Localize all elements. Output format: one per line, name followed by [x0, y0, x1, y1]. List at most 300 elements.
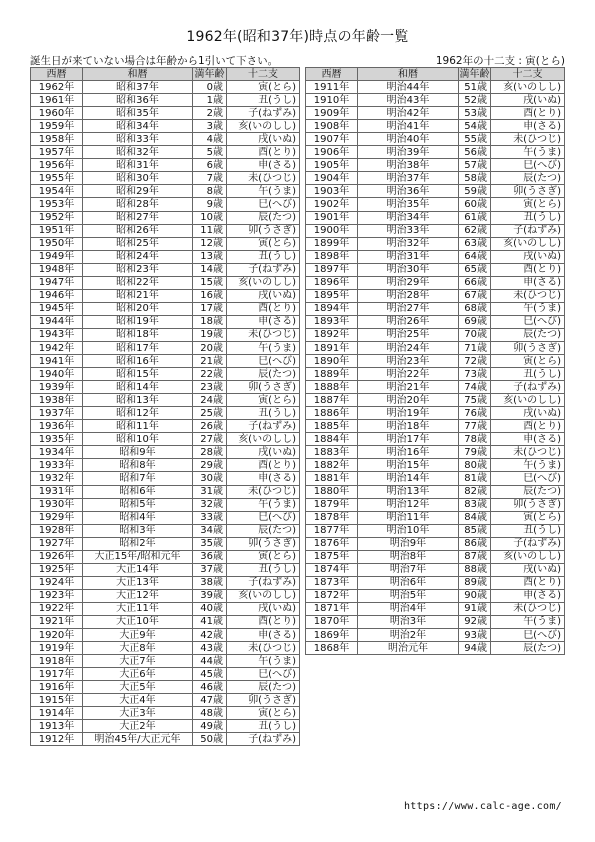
zodiac-cell: 卯(うさぎ) [227, 537, 300, 550]
western-year-cell: 1929年 [31, 511, 83, 524]
western-year-cell: 1880年 [306, 485, 358, 498]
zodiac-cell: 子(ねずみ) [227, 107, 300, 120]
western-year-cell: 1928年 [31, 524, 83, 537]
table-row [31, 120, 300, 133]
age-cell: 91歳 [459, 602, 491, 615]
zodiac-cell: 戌(いぬ) [491, 407, 565, 420]
age-cell: 1歳 [193, 94, 227, 107]
table-row [31, 681, 300, 694]
western-year-cell: 1953年 [31, 198, 83, 211]
table-row [306, 550, 565, 563]
age-cell: 8歳 [193, 185, 227, 198]
zodiac-cell: 丑(うし) [227, 94, 300, 107]
japanese-era-cell: 大正8年 [83, 642, 193, 655]
age-cell: 62歳 [459, 224, 491, 237]
zodiac-cell: 寅(とら) [227, 707, 300, 720]
zodiac-cell: 寅(とら) [227, 550, 300, 563]
age-cell: 83歳 [459, 498, 491, 511]
japanese-era-cell: 明治33年 [358, 224, 459, 237]
age-cell: 9歳 [193, 198, 227, 211]
table-row [31, 133, 300, 146]
zodiac-cell: 午(うま) [227, 498, 300, 511]
zodiac-cell: 丑(うし) [227, 720, 300, 733]
table-row [306, 472, 565, 485]
age-cell: 76歳 [459, 407, 491, 420]
western-year-cell: 1902年 [306, 198, 358, 211]
table-row [31, 537, 300, 550]
age-cell: 24歳 [193, 394, 227, 407]
zodiac-cell: 子(ねずみ) [227, 420, 300, 433]
western-year-cell: 1893年 [306, 315, 358, 328]
table-row [306, 394, 565, 407]
western-year-cell: 1930年 [31, 498, 83, 511]
western-year-cell: 1890年 [306, 355, 358, 368]
western-year-cell: 1913年 [31, 720, 83, 733]
japanese-era-cell: 明治3年 [358, 615, 459, 628]
western-year-cell: 1944年 [31, 315, 83, 328]
age-cell: 65歳 [459, 263, 491, 276]
zodiac-cell: 巳(へび) [491, 629, 565, 642]
japanese-era-cell: 昭和34年 [83, 120, 193, 133]
age-cell: 3歳 [193, 120, 227, 133]
age-cell: 48歳 [193, 707, 227, 720]
japanese-era-cell: 昭和35年 [83, 107, 193, 120]
japanese-era-cell: 昭和26年 [83, 224, 193, 237]
table-row [31, 733, 300, 746]
zodiac-cell: 亥(いのしし) [491, 394, 565, 407]
japanese-era-cell: 昭和17年 [83, 341, 193, 354]
header-zodiac: 十二支 [227, 68, 300, 81]
age-cell: 11歳 [193, 224, 227, 237]
zodiac-cell: 亥(いのしし) [227, 276, 300, 289]
zodiac-cell: 辰(たつ) [227, 211, 300, 224]
japanese-era-cell: 明治5年 [358, 589, 459, 602]
zodiac-cell: 卯(うさぎ) [491, 498, 565, 511]
japanese-era-cell: 昭和37年 [83, 81, 193, 94]
western-year-cell: 1884年 [306, 433, 358, 446]
table-row [31, 629, 300, 642]
zodiac-cell: 子(ねずみ) [227, 263, 300, 276]
age-cell: 19歳 [193, 328, 227, 341]
zodiac-cell: 辰(たつ) [491, 485, 565, 498]
zodiac-cell: 辰(たつ) [227, 368, 300, 381]
western-year-cell: 1945年 [31, 302, 83, 315]
western-year-cell: 1927年 [31, 537, 83, 550]
age-cell: 22歳 [193, 368, 227, 381]
table-row [306, 446, 565, 459]
table-row [31, 433, 300, 446]
age-table-left [30, 67, 300, 746]
table-header-row [31, 68, 300, 81]
table-row [306, 381, 565, 394]
header-age: 満年齢 [194, 68, 225, 80]
zodiac-cell: 丑(うし) [227, 407, 300, 420]
zodiac-cell: 寅(とら) [227, 81, 300, 94]
age-cell: 94歳 [459, 642, 491, 655]
japanese-era-cell: 昭和28年 [83, 198, 193, 211]
zodiac-cell: 丑(うし) [491, 368, 565, 381]
age-cell: 47歳 [193, 694, 227, 707]
japanese-era-cell: 明治20年 [358, 394, 459, 407]
age-cell: 63歳 [459, 237, 491, 250]
page-title: 1962年(昭和37年)時点の年齢一覧 [186, 29, 409, 45]
table-row [306, 172, 565, 185]
age-cell: 75歳 [459, 394, 491, 407]
zodiac-cell: 寅(とら) [491, 511, 565, 524]
western-year-cell: 1920年 [31, 629, 83, 642]
table-row [31, 589, 300, 602]
zodiac-cell: 子(ねずみ) [491, 224, 565, 237]
western-year-cell: 1939年 [31, 381, 83, 394]
japanese-era-cell: 大正14年 [83, 563, 193, 576]
zodiac-cell: 子(ねずみ) [491, 537, 565, 550]
western-year-cell: 1870年 [306, 615, 358, 628]
age-cell: 39歳 [193, 589, 227, 602]
western-year-cell: 1951年 [31, 224, 83, 237]
zodiac-cell: 戌(いぬ) [491, 250, 565, 263]
western-year-cell: 1905年 [306, 159, 358, 172]
western-year-cell: 1959年 [31, 120, 83, 133]
western-year-cell: 1936年 [31, 420, 83, 433]
zodiac-cell: 未(ひつじ) [491, 289, 565, 302]
japanese-era-cell: 大正6年 [83, 668, 193, 681]
age-cell: 40歳 [193, 602, 227, 615]
table-row [31, 341, 300, 354]
zodiac-cell: 卯(うさぎ) [227, 694, 300, 707]
western-year-cell: 1926年 [31, 550, 83, 563]
age-cell: 92歳 [459, 615, 491, 628]
western-year-cell: 1921年 [31, 615, 83, 628]
table-row [31, 315, 300, 328]
japanese-era-cell: 明治23年 [358, 355, 459, 368]
western-year-cell: 1906年 [306, 146, 358, 159]
table-row [31, 694, 300, 707]
table-row [31, 289, 300, 302]
japanese-era-cell: 明治7年 [358, 563, 459, 576]
age-cell: 44歳 [193, 655, 227, 668]
western-year-cell: 1881年 [306, 472, 358, 485]
age-cell: 49歳 [193, 720, 227, 733]
table-row [306, 315, 565, 328]
zodiac-cell: 辰(たつ) [491, 328, 565, 341]
zodiac-cell: 戌(いぬ) [227, 446, 300, 459]
japanese-era-cell: 昭和10年 [83, 433, 193, 446]
table-row [31, 224, 300, 237]
zodiac-cell: 丑(うし) [227, 250, 300, 263]
western-year-cell: 1883年 [306, 446, 358, 459]
japanese-era-cell: 大正4年 [83, 694, 193, 707]
japanese-era-cell: 明治19年 [358, 407, 459, 420]
japanese-era-cell: 明治元年 [358, 642, 459, 655]
zodiac-cell: 酉(とり) [227, 459, 300, 472]
header-western-year: 西暦 [31, 68, 83, 81]
age-cell: 14歳 [193, 263, 227, 276]
japanese-era-cell: 明治8年 [358, 550, 459, 563]
table-row [306, 146, 565, 159]
western-year-cell: 1878年 [306, 511, 358, 524]
table-row [306, 433, 565, 446]
age-table-right [305, 67, 565, 655]
zodiac-cell: 午(うま) [227, 185, 300, 198]
zodiac-cell: 亥(いのしし) [227, 120, 300, 133]
zodiac-cell: 丑(うし) [227, 563, 300, 576]
japanese-era-cell: 明治36年 [358, 185, 459, 198]
table-row [31, 237, 300, 250]
japanese-era-cell: 昭和24年 [83, 250, 193, 263]
age-cell: 67歳 [459, 289, 491, 302]
western-year-cell: 1923年 [31, 589, 83, 602]
age-cell: 7歳 [193, 172, 227, 185]
age-cell: 25歳 [193, 407, 227, 420]
western-year-cell: 1938年 [31, 394, 83, 407]
table-row [306, 224, 565, 237]
zodiac-cell: 亥(いのしし) [491, 237, 565, 250]
western-year-cell: 1947年 [31, 276, 83, 289]
zodiac-cell: 酉(とり) [491, 263, 565, 276]
age-cell: 13歳 [193, 250, 227, 263]
age-cell: 72歳 [459, 355, 491, 368]
age-cell: 5歳 [193, 146, 227, 159]
japanese-era-cell: 明治43年 [358, 94, 459, 107]
table-row [31, 263, 300, 276]
zodiac-cell: 戌(いぬ) [227, 133, 300, 146]
japanese-era-cell: 明治44年 [358, 81, 459, 94]
western-year-cell: 1869年 [306, 629, 358, 642]
western-year-cell: 1888年 [306, 381, 358, 394]
age-cell: 35歳 [193, 537, 227, 550]
age-cell: 58歳 [459, 172, 491, 185]
age-cell: 27歳 [193, 433, 227, 446]
western-year-cell: 1918年 [31, 655, 83, 668]
japanese-era-cell: 大正11年 [83, 602, 193, 615]
table-row [31, 198, 300, 211]
japanese-era-cell: 昭和18年 [83, 328, 193, 341]
zodiac-cell: 申(さる) [227, 159, 300, 172]
japanese-era-cell: 明治6年 [358, 576, 459, 589]
western-year-cell: 1876年 [306, 537, 358, 550]
zodiac-cell: 亥(いのしし) [227, 433, 300, 446]
japanese-era-cell: 昭和23年 [83, 263, 193, 276]
age-cell: 64歳 [459, 250, 491, 263]
age-cell: 57歳 [459, 159, 491, 172]
table-row [306, 563, 565, 576]
table-row [31, 642, 300, 655]
age-cell: 77歳 [459, 420, 491, 433]
japanese-era-cell: 明治30年 [358, 263, 459, 276]
age-cell: 88歳 [459, 563, 491, 576]
age-cell: 31歳 [193, 485, 227, 498]
western-year-cell: 1948年 [31, 263, 83, 276]
zodiac-cell: 子(ねずみ) [227, 576, 300, 589]
age-cell: 85歳 [459, 524, 491, 537]
japanese-era-cell: 明治37年 [358, 172, 459, 185]
western-year-cell: 1957年 [31, 146, 83, 159]
zodiac-cell: 申(さる) [491, 589, 565, 602]
table-row [31, 94, 300, 107]
western-year-cell: 1900年 [306, 224, 358, 237]
age-cell: 2歳 [193, 107, 227, 120]
japanese-era-cell: 明治21年 [358, 381, 459, 394]
japanese-era-cell: 明治13年 [358, 485, 459, 498]
western-year-cell: 1898年 [306, 250, 358, 263]
table-row [306, 250, 565, 263]
age-cell: 56歳 [459, 146, 491, 159]
zodiac-cell: 丑(うし) [491, 211, 565, 224]
western-year-cell: 1891年 [306, 341, 358, 354]
age-cell: 16歳 [193, 289, 227, 302]
age-cell: 78歳 [459, 433, 491, 446]
table-row [31, 407, 300, 420]
table-row [306, 615, 565, 628]
western-year-cell: 1904年 [306, 172, 358, 185]
age-cell: 87歳 [459, 550, 491, 563]
western-year-cell: 1933年 [31, 459, 83, 472]
japanese-era-cell: 明治45年/大正元年 [83, 733, 193, 746]
table-row [31, 485, 300, 498]
header-western-year: 西暦 [306, 68, 358, 81]
age-cell: 69歳 [459, 315, 491, 328]
table-row [306, 328, 565, 341]
table-row [306, 498, 565, 511]
western-year-cell: 1899年 [306, 237, 358, 250]
zodiac-cell: 亥(いのしし) [491, 81, 565, 94]
zodiac-cell: 未(ひつじ) [227, 172, 300, 185]
western-year-cell: 1934年 [31, 446, 83, 459]
age-cell: 12歳 [193, 237, 227, 250]
age-table-left-body [31, 81, 300, 746]
age-cell: 4歳 [193, 133, 227, 146]
table-row [31, 602, 300, 615]
age-cell: 61歳 [459, 211, 491, 224]
birthday-note: 誕生日が来ていない場合は年齢から1引いて下さい。 [30, 55, 279, 67]
table-row [306, 642, 565, 655]
japanese-era-cell: 昭和7年 [83, 472, 193, 485]
age-cell: 32歳 [193, 498, 227, 511]
zodiac-cell: 卯(うさぎ) [227, 224, 300, 237]
japanese-era-cell: 大正12年 [83, 589, 193, 602]
table-row [306, 107, 565, 120]
table-row [31, 446, 300, 459]
western-year-cell: 1954年 [31, 185, 83, 198]
japanese-era-cell: 昭和13年 [83, 394, 193, 407]
age-cell: 45歳 [193, 668, 227, 681]
western-year-cell: 1960年 [31, 107, 83, 120]
table-row [31, 420, 300, 433]
table-row [306, 289, 565, 302]
zodiac-cell: 巳(へび) [227, 511, 300, 524]
age-cell: 29歳 [193, 459, 227, 472]
table-row [31, 107, 300, 120]
age-cell: 34歳 [193, 524, 227, 537]
japanese-era-cell: 昭和21年 [83, 289, 193, 302]
age-cell: 33歳 [193, 511, 227, 524]
zodiac-cell: 戌(いぬ) [491, 94, 565, 107]
western-year-cell: 1886年 [306, 407, 358, 420]
zodiac-cell: 子(ねずみ) [491, 381, 565, 394]
table-row [306, 94, 565, 107]
japanese-era-cell: 明治4年 [358, 602, 459, 615]
age-cell: 66歳 [459, 276, 491, 289]
age-cell: 81歳 [459, 472, 491, 485]
zodiac-cell: 子(ねずみ) [227, 733, 300, 746]
western-year-cell: 1955年 [31, 172, 83, 185]
zodiac-cell: 申(さる) [227, 629, 300, 642]
table-row [306, 159, 565, 172]
age-cell: 41歳 [193, 615, 227, 628]
age-cell: 53歳 [459, 107, 491, 120]
age-cell: 70歳 [459, 328, 491, 341]
japanese-era-cell: 明治34年 [358, 211, 459, 224]
age-cell: 15歳 [193, 276, 227, 289]
western-year-cell: 1873年 [306, 576, 358, 589]
japanese-era-cell: 明治29年 [358, 276, 459, 289]
japanese-era-cell: 昭和27年 [83, 211, 193, 224]
table-row [31, 615, 300, 628]
japanese-era-cell: 明治41年 [358, 120, 459, 133]
table-row [306, 355, 565, 368]
japanese-era-cell: 昭和25年 [83, 237, 193, 250]
western-year-cell: 1949年 [31, 250, 83, 263]
western-year-cell: 1895年 [306, 289, 358, 302]
zodiac-cell: 寅(とら) [227, 394, 300, 407]
japanese-era-cell: 昭和31年 [83, 159, 193, 172]
japanese-era-cell: 明治17年 [358, 433, 459, 446]
table-row [306, 368, 565, 381]
zodiac-cell: 未(ひつじ) [227, 485, 300, 498]
zodiac-cell: 申(さる) [491, 433, 565, 446]
zodiac-cell: 申(さる) [227, 315, 300, 328]
western-year-cell: 1911年 [306, 81, 358, 94]
zodiac-cell: 辰(たつ) [491, 172, 565, 185]
age-cell: 73歳 [459, 368, 491, 381]
western-year-cell: 1935年 [31, 433, 83, 446]
table-row [306, 420, 565, 433]
western-year-cell: 1871年 [306, 602, 358, 615]
western-year-cell: 1897年 [306, 263, 358, 276]
table-row [31, 276, 300, 289]
japanese-era-cell: 昭和11年 [83, 420, 193, 433]
zodiac-cell: 未(ひつじ) [491, 133, 565, 146]
japanese-era-cell: 明治42年 [358, 107, 459, 120]
zodiac-cell: 辰(たつ) [227, 681, 300, 694]
western-year-cell: 1940年 [31, 368, 83, 381]
western-year-cell: 1901年 [306, 211, 358, 224]
zodiac-cell: 辰(たつ) [491, 642, 565, 655]
table-row [31, 511, 300, 524]
zodiac-cell: 巳(へび) [227, 355, 300, 368]
age-cell: 52歳 [459, 94, 491, 107]
western-year-cell: 1877年 [306, 524, 358, 537]
table-row [31, 250, 300, 263]
age-cell: 90歳 [459, 589, 491, 602]
zodiac-cell: 巳(へび) [491, 159, 565, 172]
age-cell: 84歳 [459, 511, 491, 524]
age-cell: 36歳 [193, 550, 227, 563]
table-row [306, 511, 565, 524]
western-year-cell: 1889年 [306, 368, 358, 381]
japanese-era-cell: 明治15年 [358, 459, 459, 472]
zodiac-cell: 午(うま) [491, 146, 565, 159]
table-row [31, 355, 300, 368]
age-cell: 80歳 [459, 459, 491, 472]
japanese-era-cell: 明治12年 [358, 498, 459, 511]
zodiac-cell: 酉(とり) [491, 107, 565, 120]
age-cell: 20歳 [193, 341, 227, 354]
western-year-cell: 1909年 [306, 107, 358, 120]
table-row [306, 459, 565, 472]
japanese-era-cell: 大正15年/昭和元年 [83, 550, 193, 563]
western-year-cell: 1946年 [31, 289, 83, 302]
